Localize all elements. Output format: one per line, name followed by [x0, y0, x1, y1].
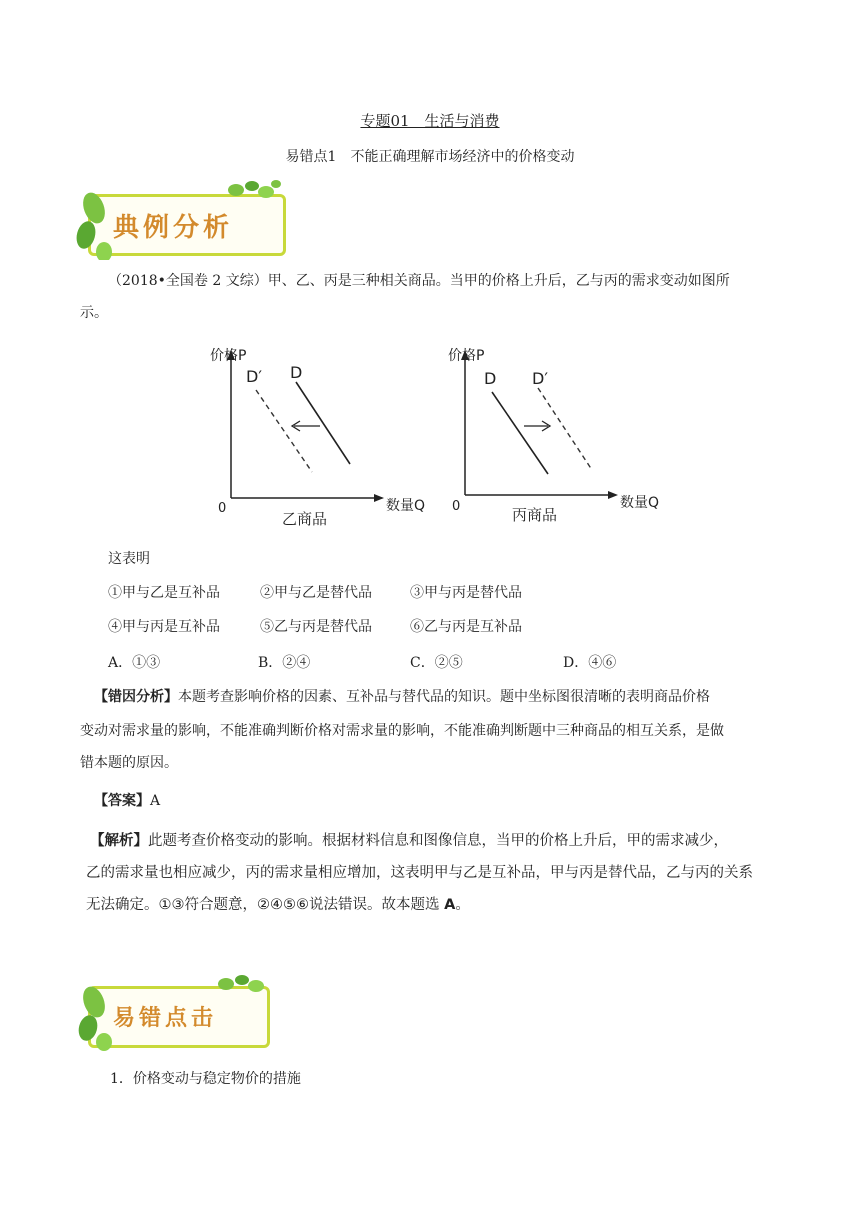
question-conclusion: 这表明 [108, 551, 150, 567]
right-ylabel: 价格P [448, 348, 485, 364]
left-label-dprime: D′ [246, 367, 262, 386]
option-c: C．②⑤ [410, 655, 463, 671]
statement-2: ②甲与乙是替代品 [260, 585, 372, 601]
errors-banner [76, 972, 286, 1052]
banner-label: 易错点击 [113, 1006, 218, 1031]
statement-3: ③甲与丙是替代品 [410, 585, 522, 601]
leaf-icon [76, 972, 276, 1052]
explanation-end: 。 [455, 897, 470, 913]
answer-label: 【答案】 [94, 793, 150, 809]
option-d: D．④⑥ [563, 655, 617, 671]
left-ylabel: 价格P [210, 348, 247, 364]
error-analysis-label: 【错因分析】 [94, 689, 178, 705]
option-a: A．①③ [108, 655, 161, 671]
left-caption: 乙商品 [282, 510, 328, 528]
right-origin: 0 [452, 499, 461, 514]
error-analysis-line3: 错本题的原因。 [80, 755, 178, 771]
question-stem-line1: （2018•全国卷 2 文综）甲、乙、丙是三种相关商品。当甲的价格上升后，乙与丙的需求变动如图所 [108, 273, 730, 289]
demand-figure [190, 340, 680, 530]
error-analysis-line1 [80, 682, 785, 712]
explanation-line3 [82, 890, 787, 921]
page-subtitle: 易错点1 不能正确理解市场经济中的价格变动 [285, 149, 575, 165]
right-label-d: D [484, 369, 497, 388]
chart-right [448, 347, 659, 524]
left-origin: 0 [218, 501, 227, 516]
explanation-answer: A [444, 897, 456, 913]
error-analysis-text1: 本题考查影响价格的因素、互补品与替代品的知识。题中坐标图很清晰的表明商品价格 [178, 689, 710, 705]
banner-label: 典例分析 [113, 213, 234, 243]
statement-1: ①甲与乙是互补品 [108, 585, 220, 601]
right-xlabel: 数量Q [620, 495, 660, 511]
chart-left [210, 347, 425, 528]
right-label-dprime: D′ [532, 369, 548, 388]
left-label-d: D [290, 363, 303, 382]
left-xlabel: 数量Q [386, 498, 426, 514]
answer-line [80, 786, 785, 816]
answer-value: A [150, 793, 161, 809]
page-title: 专题01 生活与消费 [360, 112, 500, 130]
explanation-line2: 乙的需求量也相应减少，丙的需求量相应增加，这表明甲与乙是互补品，甲与丙是替代品，乙与丙的关系 [86, 865, 753, 881]
explanation-line1 [82, 826, 787, 857]
right-caption: 丙商品 [512, 506, 558, 524]
section-item-1: 1．价格变动与稳定物价的措施 [110, 1071, 301, 1087]
statement-5: ⑤乙与丙是替代品 [260, 619, 372, 635]
question-stem-line2: 示。 [80, 305, 108, 321]
option-b: B．②④ [258, 655, 311, 671]
statement-4: ④甲与丙是互补品 [108, 619, 220, 635]
example-banner [76, 180, 286, 260]
explanation-text3: 无法确定。①③符合题意，②④⑤⑥说法错误。故本题选 [86, 897, 445, 913]
statement-6: ⑥乙与丙是互补品 [410, 619, 522, 635]
explanation-text1: 此题考查价格变动的影响。根据材料信息和图像信息，当甲的价格上升后，甲的需求减少， [148, 833, 728, 849]
explanation-label: 【解析】 [90, 833, 148, 849]
leaf-icon [76, 180, 286, 260]
left-curve-dprime [256, 390, 312, 472]
error-analysis-line2: 变动对需求量的影响，不能准确判断价格对需求量的影响，不能准确判断题中三种商品的相互关系，是做 [80, 723, 724, 739]
right-curve-d [492, 392, 548, 474]
left-curve-d [296, 382, 350, 464]
